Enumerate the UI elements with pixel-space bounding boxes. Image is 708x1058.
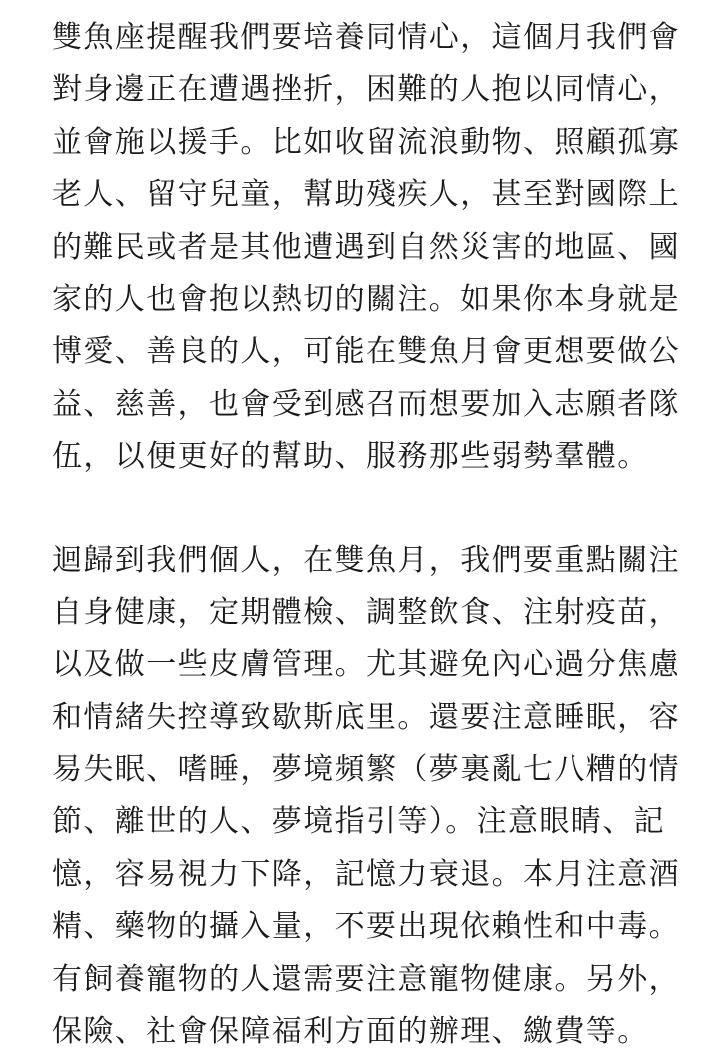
text-line: 自身健康，定期體檢、調整飲食、注射疫苗，: [52, 594, 680, 630]
paragraph-spacer: [52, 484, 672, 535]
text-line: 家的人也會抱以熱切的關注。如果你本身就是: [52, 281, 680, 317]
text-line: 和情緒失控導致歇斯底里。還要注意睡眠，容: [52, 699, 680, 735]
text-line: 伍，以便更好的幫助、服務那些弱勢羣體。: [52, 439, 649, 475]
text-line: 迴歸到我們個人，在雙魚月，我們要重點關注: [52, 542, 680, 578]
text-line: 的難民或者是其他遭遇到自然災害的地區、國: [52, 229, 680, 265]
article-body: [52, 12, 680, 1058]
text-line: 憶，容易視力下降，記憶力衰退。本月注意酒: [52, 856, 680, 892]
text-line: 精、藥物的攝入量，不要出現依賴性和中毒。: [52, 909, 680, 945]
text-line: 博愛、善良的人，可能在雙魚月會更想要做公: [52, 334, 680, 370]
text-line: 保險、社會保障福利方面的辦理、繳費等。: [52, 1014, 649, 1050]
paragraph-health: [52, 535, 680, 1058]
text-line: 節、離世的人、夢境指引等）。注意眼睛、記: [52, 804, 665, 840]
text-line: 雙魚座提醒我們要培養同情心，這個月我們會: [52, 20, 680, 55]
paragraph-compassion: [52, 12, 680, 484]
text-line: 有飼養寵物的人還需要注意寵物健康。另外，: [52, 961, 680, 997]
text-line: 益、慈善，也會受到感召而想要加入志願者隊: [52, 386, 680, 422]
text-line: 並會施以援手。比如收留流浪動物、照顧孤寡: [52, 124, 680, 160]
text-line: 對身邊正在遭遇挫折，困難的人抱以同情心，: [52, 72, 680, 108]
text-line: 老人、留守兒童，幫助殘疾人，甚至對國際上: [52, 177, 680, 213]
text-line: 以及做一些皮膚管理。尤其避免內心過分焦慮: [52, 647, 680, 683]
text-line: 易失眠、嗜睡，夢境頻繁（夢裏亂七八糟的情: [52, 752, 680, 788]
